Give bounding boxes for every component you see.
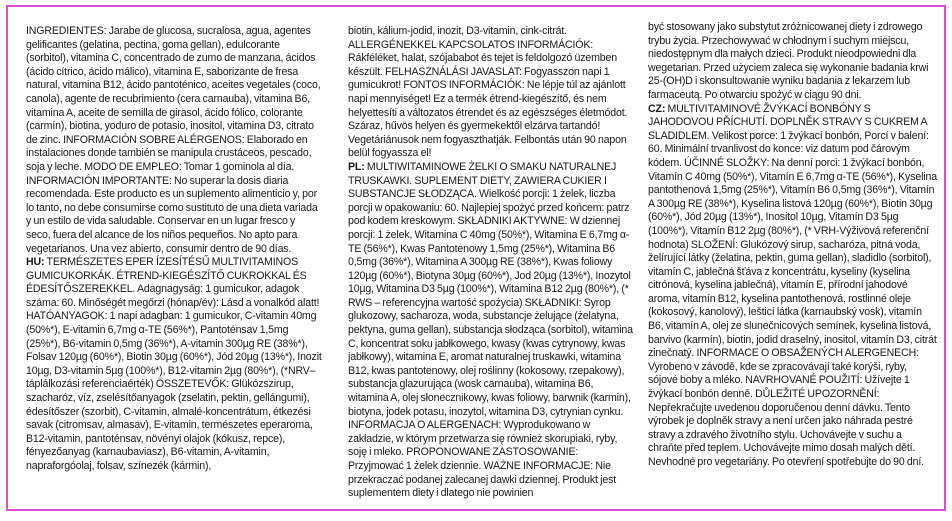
cz-ingredients-text: MULTIVITAMINOVÉ ŽVÝKACÍ BONBÓNY S JAHODOVOU PŘÍCHUTÍ. DOPLNĚK STRAVY S CUKREM A SLADIDLEM. Velikost porce: 1 žvýkací bonbón, Porcí v balení: 60. Minimální trvanlivost do konce: viz datum pod čárovým kódem. ÚČINNÉ SLOŽKY: Na denní porci: 1 žvýkací bonbón, Vitamín C 40mg (50%*), Vitamín E 6,7mg α-TE (56%*), Kyselina pantothenová 1,5mg (25%*), Vitamín B6 0,5mg (36%*), Vitamín A 300µg RE (38%*), Kyselina listová 120µg (60%*), Biotin 30µg (60%*), Jód 20µg (13%*), Inositol 10µg, Vitamín D3 5µg (100%*), Vitamín B12 2µg (80%*), (* VRH-Výživová referenční hodnota) SLOŽENÍ: Glukózový sirup, sacharóza, pitná voda, želírující látky (želatina, pektin, guma gellan), sladidlo (sorbitol), vitamín C, jablečná šťáva z koncentrátu, kyseliny (kyselina citrónová, kyselina jablečná), vitamín E, přírodní jahodové aroma, vitamín B12, kyselina pantothenová, rostlinné oleje (kokosový, kanolový), lešticí látka (karnaubský vosk), vitamín B6, vitamín A, olej ze slunečnicových semínek, kyselina listová, barvivo (karmín), biotin, jodid draselný, inositol, vitamín D3, citrát zinečnatý. INFORMACE O OBSAŽENÝCH ALERGENECH: Vyrobeno v závodě, kde se zpracovávají také korýši, ryby, sójové boby a mléko. NAVRHOVANÉ POUŽITÍ: Užívejte 1 žvýkací bonbón denně. DŮLEŽITÉ UPOZORNĚNÍ: Nepřekračujte uvedenou doporučenou denní dávku. Tento výrobek je doplněk stravy a není určen jako náhrada pestré stravy a zdravého životního stylu. Uchovávejte v suchu a chraňte před teplem. Uchovávejte mimo dosah malých dětí. Nevhodné pro vegetariány. Po otevření spotřebujte do 90 dní. bbox=[648, 102, 937, 468]
es-ingredients-text: INGREDIENTES: Jarabe de glucosa, sucralosa, agua, agentes gelificantes (gelatina, pectina, goma gellan), edulcorante (sorbitol), vitamina C, concentrado de zumo de manzana, ácidos (ácido cítrico, ácido málico), vitamina E, saborizante de fresa natural, vitamina B12, ácido pantoténico, aceites vegetales (coco, canola), agente de recubrimiento (cera carnauba), vitamina B6, vitamina A, aceite de semilla de girasol, ácido fólico, colorante (carmín), biotina, yoduro de potasio, inositol, vitamina D3, citrato de zinc. INFORMACIÓN SOBRE ALÉRGENOS: Elaborado en instalaciones donde también se manipula crustáceos, pescado, soja y leche. MODO DE EMPLEO: Tomar 1 gominola al día. INFORMACIÓN IMPORTANTE: No superar la dosis diaria recomendada. Este producto es un suplemento alimenticio y, por lo tanto, no debe consumirse como sustituto de una dieta variada y un estilo de vida saludable. Conservar en un lugar fresco y seco, fuera del alcance de los niños pequeños. No apto para vegetarianos. Una vez abierto, consumir dentro de 90 días. bbox=[26, 25, 321, 255]
pl-ingredients-text: MULTIWITAMINOWE ŻELKI O SMAKU NATURALNEJ TRUSKAWKI. SUPLEMENT DIETY, ZAWIERA CUKIER I SUBSTANCJE SŁODZĄCA. Wielkość porcji: 1 żelek, liczba porcji w opakowaniu: 60. Najlepiej spożyć przed końcem: patrz pod kodem kreskowym. SKŁADNIKI AKTYWNE: W dziennej porcji: 1 żelek, Witamina C 40mg (50%*), Witamina E 6,7mg α-TE (56%*), Kwas Pantotenowy 1,5mg (25%*), Witamina B6 0,5mg (36%*), Witamina A 300µg RE (38%*), Kwas foliowy 120µg (60%*), Biotyna 30µg (60%*), Jod 20µg (13%*), Inozytol 10µg, Witamina D3 5µg (100%*), Witamina B12 2µg (80%*), (* RWS – referencyjna wartość spożycia) SKŁADNIKI: Syrop glukozowy, sacharoza, woda, substancje żelujące (żelatyna, pektyna, guma gellan), substancja słodząca (sorbitol), witamina C, koncentrat soku jabłkowego, kwasy (kwas cytrynowy, kwas jabłkowy), witamina E, aromat naturalnej truskawki, witamina B12, kwas pantotenowy, olej roślinny (kokosowy, rzepakowy), substancja glazurująca (wosk carnauba), witamina B6, witamina A, olej słonecznikowy, kwas foliowy, barwnik (karmin), biotyna, jodek potasu, inozytol, witamina D3, cytrynian cynku. INFORMACJA O ALERGENACH: Wyprodukowano w zakładzie, w którym przetwarza się również skorupiaki, ryby, soję i mleko. PROPONOWANE ZASTOSOWANIE: Przyjmować 1 żelek dziennie. WAŻNE INFORMACJE: Nie przekraczać podanej zalecanej dawki dziennej. Produkt jest suplementem diety i dlatego nie powinien bbox=[348, 160, 633, 500]
column-spanish-hungarian bbox=[26, 25, 322, 505]
hu-ingredients-text: TERMÉSZETES EPER ÍZESÍTÉSŰ MULTIVITAMINOS GUMICUKORKÁK. ÉTREND-KIEGÉSZÍTŐ CUKROKKAL ÉS ÉDESÍTŐSZEREKKEL. Adagnagyság: 1 gumicukor, adagok száma: 60. Minőségét megőrzi (hónap/év): Lásd a vonalkód alatt! HATÓANYAGOK: 1 napi adagban: 1 gumicukor, C-vitamin 40mg (50%*), E-vitamin 6,7mg α-TE (56%*), Pantoténsav 1,5mg (25%*), B6-vitamin 0,5mg (36%*), A-vitamin 300µg RE (38%*), Folsav 120µg (60%*), Biotin 30µg (60%*), Jód 20µg (13%*), Inozit 10µg, D3-vitamin 5µg (100%*), B12-vitamin 2µg (80%*), (*NRV–táplálkozási referenciaérték) ÖSSZETEVŐK: Glükózszirup, szacharóz, víz, zselésítőanyagok (zselatin, pektin, gellángumi), édesítőszer (szorbit), C-vitamin, almalé-koncentrátum, étkezési savak (citromsav, almasav), E-vitamin, természetes eperaroma, B12-vitamin, pantoténsav, növényi olajok (kókusz, repce), fényezőanyag (karnaubaviasz), B6-vitamin, A-vitamin, napraforgóolaj, folsav, színezék (kármin), bbox=[26, 256, 322, 472]
label-panel bbox=[6, 5, 946, 511]
hu-language-label: HU: bbox=[26, 256, 45, 269]
hungarian-text bbox=[26, 256, 322, 474]
polish-text bbox=[348, 161, 634, 501]
cz-language-label: CZ: bbox=[648, 102, 666, 115]
czech-text bbox=[648, 103, 938, 470]
hu-continued: biotin, kálium-jodid, inozit, D3-vitamin, cink-citrát. ALLERGÉNEKKEL KAPCSOLATOS INFORMÁCIÓK: Rákféléket, halat, szójababot és tejet is feldolgozó üzemben készült. FELHASZNÁLÁSI JAVASLAT: Fogyasszon napi 1 gumicukrot! FONTOS INFORMÁCIÓK: Ne lépje túl az ajánlott napi mennyiséget! Ez a termék étrend-kiegészítő, és nem helyettesíti a változatos étrendet és az egészséges életmódot. Száraz, hűvös helyen és gyermekektől elzárva tartandó! Vegetáriánusok nem fogyaszthatják. Felbontás után 90 napon belül fogyassza el! bbox=[348, 25, 628, 160]
polish-continued-text bbox=[648, 21, 938, 103]
column-hungarian-polish bbox=[348, 25, 634, 505]
spanish-text bbox=[26, 25, 322, 256]
pl-language-label: PL: bbox=[348, 160, 365, 173]
hungarian-continued-text bbox=[348, 25, 634, 161]
pl-continued: być stosowany jako substytut zróżnicowanej diety i zdrowego trybu życia. Przechowywać w chłodnym i suchym miejscu, niedostępnym dla małych dzieci. Produkt nieodpowiedni dla wegetarian. Przed użyciem zaleca się wykonanie badania krwi 25-(OH)D i skonsultowanie wyniku badania z lekarzem lub farmaceutą. Po otwarciu spożyć w ciągu 90 dni. bbox=[648, 21, 929, 101]
column-polish-czech bbox=[648, 21, 938, 501]
